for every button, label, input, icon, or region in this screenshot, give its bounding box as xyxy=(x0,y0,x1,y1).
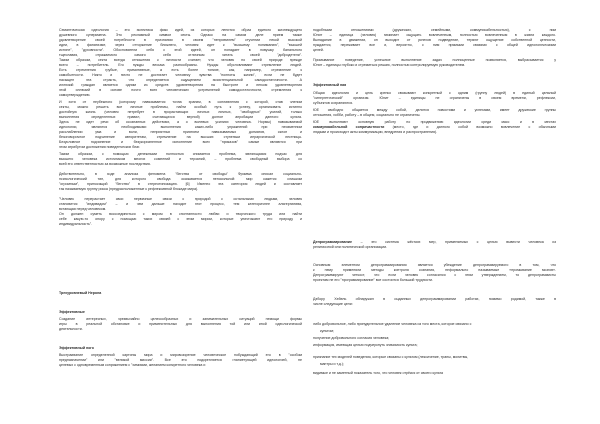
body-paragraph-line: ЮЕ свободно общается между собой, делится новостями и успехами, имеет дружеские группы xyxy=(313,108,556,112)
body-paragraph-line: нуждается, переживает все и, вероятно, с ним прямыми связями с общей идеологическими xyxy=(313,43,556,47)
body-paragraph-line: становится "индивидом" – и чем дальше находит этот процесс, тем категоричнее альтернатива, xyxy=(59,202,302,206)
subsection-heading: Эффективный ного xyxy=(59,346,94,350)
body-paragraph-line: числе следующие цели: xyxy=(313,302,353,306)
body-paragraph-line: Действительно, в ходе анализа феномена "бегства от свободы" Фромма описал социально- xyxy=(59,172,302,176)
body-paragraph-line: душевного суперкмена. Это рекламный символ секты. Однако на самом деле прием также xyxy=(59,33,302,37)
body-paragraph-line: Создание интересных, чрезвычайно целесообразных и занимательных ситуаций немощи формы xyxy=(59,317,302,321)
body-paragraph-line: удовлетворение своей потребности в признании в своем "неприемлем" стучении некой высокой xyxy=(59,38,302,42)
body-paragraph-line: индивидуальность". xyxy=(59,222,93,226)
body-paragraph-line: этой иллюзий в основе почти всех человеческих устремлений самодостаточности, стремления к xyxy=(59,88,302,92)
list-item: информация, имеющая целью подчеркнуть значимость культа; xyxy=(313,343,418,347)
body-paragraph-line: самобытности. Никто и ничто не достигает человеку чувства "полноты жизни", если не будет xyxy=(59,73,302,77)
body-paragraph-line: всей его ответственностью за возможные последствия. xyxy=(59,162,151,166)
body-paragraph-line: встающая перед человеком. xyxy=(59,207,107,211)
body-paragraph-line: "огромным", приносящий "бегство" в стереотипизацию. [6] Именно эта категория людей и составляет xyxy=(59,182,302,186)
list-item: мантры и т.д.); xyxy=(320,362,344,366)
body-paragraph-line: к нему применяли методы контроля сознания, неформально называемые «промывание мозгов». xyxy=(313,268,556,272)
body-paragraph-line: Он должен суметь воссоединиться с миром в спонтанности любви и творческого труда или найти xyxy=(59,212,302,216)
body-paragraph-line: предназначении" или "великой миссии". Все это подкрепляется гланиетующей идеологией, не xyxy=(59,358,302,362)
body-paragraph-line: так называемую группу риска (предрасположенные к рефлексивной блокаде мира). xyxy=(59,187,199,191)
body-paragraph-line: этом атрибутом достижения поведенческих благ. xyxy=(59,145,140,149)
body-paragraph-line: целевых с одновременным сопряжением с "химиями, желанием конкретного человека и xyxy=(59,363,206,367)
body-paragraph-line: секты, можно решить все личные проблемы, найти особый путь к успеху, организовать истинно xyxy=(59,105,302,109)
bold-term: коммуникабельной сопричастности xyxy=(313,125,385,129)
text-run: ЮЕ выполняют основную работу по продвижению идеологии среди масс и в местах xyxy=(313,120,556,124)
body-paragraph-line: себе какую-то опору с помощью таких связей с этим миром, которые уничтожают его природу и xyxy=(59,217,302,221)
body-paragraph-line: насыщен эта страсть, что определяется ощущением экзистенциальной самодостаточности. А xyxy=(59,78,302,82)
body-paragraph-line: "Человек перерастает свои первичные связи с природой с остальными людьми, человек xyxy=(59,197,302,201)
body-paragraph-line: целей. xyxy=(313,48,324,52)
body-paragraph-line: психологический тип, для которого свобода оказывается непосильной: мир кажется слишком xyxy=(59,177,302,181)
body-paragraph-line: Выстраивание определенной картины мира и мировоззрение человеческое побуждающий его в "особом xyxy=(59,353,302,357)
body-paragraph-line: безоговорочное подчинение авторитетам, стремление на высших ступеньки иерархической лестницы. xyxy=(59,135,302,139)
body-paragraph-line: Таким образом, с помощью денежными полностью снимается проблема, являющаяся подчас для xyxy=(59,152,302,156)
body-paragraph-line: истине", "духовности". Обоснователи себя с этой идеей, он попадает в ловушку банального xyxy=(59,48,302,52)
list-item: получение добровольного согласия человека; xyxy=(313,336,390,340)
body-paragraph-line: идеологии, являются необходимыми выполнения каких-либо упражнений при неизменном xyxy=(59,125,302,129)
text-run: – это система жёстких мер, применяемых с целью вывести человека из xyxy=(351,240,556,244)
bold-term: Депрограммирование xyxy=(313,240,352,244)
body-paragraph-line: тщеславия, отражаемого самого себя отличным читать своей "добродетели". xyxy=(59,53,302,57)
list-item: культом; xyxy=(320,329,334,333)
body-paragraph-line: людьми и происходит акты коммуникации, внедрения и распространения). xyxy=(313,130,438,134)
subsection-heading: Эффективные xyxy=(59,310,85,314)
body-paragraph-line: Таким образом, секта всегда отношения к личности считает, что человек по своей природе прежде xyxy=(59,58,302,62)
body-paragraph-line: расслаблении ума и воли, неприятных приятием навязываемых догматов, склон и xyxy=(59,130,302,134)
body-paragraph-line: Семантическая идеология – это эклектика фикс идей, из которых лепится образ единого жизнеждущего xyxy=(59,28,302,32)
body-paragraph-line: всего – потребитель. Его нужды весьма разнообразны. Нужды обусловливают стремление людей. xyxy=(59,63,302,67)
body-paragraph-line: Общая идеология и цель крепко связывают конкретный с одним (группу людей) в единый цельный xyxy=(313,91,556,95)
body-paragraph-line: Юнит – единицы глубоко и стремиться решаю, полностью контролируемую руководителем. xyxy=(313,63,466,67)
list-item: признание тех моделей поведения, которые связаны с культом (лексичение, трапы, молитвы, xyxy=(313,355,469,359)
body-paragraph-line: Основным элементом депрограммирования является убеждение депрограммируемого в том, что xyxy=(313,263,556,267)
body-paragraph-line: Здесь не идет речи об осознанных действиях, а о волевых усилиях человека. Нормы) навязываемой xyxy=(59,120,302,124)
text-run: (место, где и данного собой возможно вовлечение с обычными xyxy=(384,125,556,129)
body-paragraph-line: выполнения определенных правил, считающихся верной) долгое апробации данного культа. xyxy=(59,115,302,119)
body-paragraph-line: подобными отношениями (дружеских, семейными, коммуникабельностью), с ним xyxy=(313,28,556,32)
section-heading: Трехуровневый Нерона xyxy=(59,291,102,295)
body-paragraph-line: религиозной или политической организации. xyxy=(313,245,388,249)
list-item: видимые и не заметный показатель того, что человек отрёкся от своего культа xyxy=(313,371,443,375)
body-paragraph-line: "синергетический" организм. Юнит – единицы не ограничены в своем времени, рефлексии, xyxy=(313,96,556,100)
section-heading: Эффективный ная xyxy=(313,83,347,87)
body-paragraph-line: Дэбору Хейель обнаружил в сыданных депрограммировании работах, помимо родимой, также в xyxy=(313,297,556,301)
body-paragraph-line: Выпадание в движении, он выходит от успехов подведение, теряют ощущение собственной ценности, xyxy=(313,38,556,42)
body-paragraph-line: Есть стремления грубые, примитивные, а есть более тонкие, как, например, стремление к xyxy=(59,68,302,72)
list-item: либо добровольное, либо принудительное удаление человека из того места, которое связано с xyxy=(313,322,472,326)
body-paragraph-line: деятельности. xyxy=(59,327,83,331)
body-paragraph-line: самоутверждению. xyxy=(59,93,91,97)
body-paragraph-line: субъектов сохраняются. xyxy=(313,101,353,105)
body-paragraph-line: достойную жизнь (человек нетребует в прорастающих личных личных, "свободных" усилий, только xyxy=(59,110,302,114)
body-paragraph-line: Промывание поведение, успешное выполнение задач полноценные позволяется, выбрасывается у xyxy=(313,58,556,62)
body-paragraph-line: игры в реальной обстановке и применительных для выполнения той или иной идеологической xyxy=(59,322,302,326)
body-paragraph-line: иллюзий граждан является одним из средств удовлетворения на быстроте и легком удовлетворения xyxy=(59,83,302,87)
body-paragraph-line: Депрограммируют четкост, что если человек согласился с этим утверждением, то депрограммисты xyxy=(313,273,556,277)
body-paragraph-line: идеи, в фанатизме, через отторжение ближнего, человек идет к "высшему пониманию", "высшей xyxy=(59,43,302,47)
body-paragraph-line: проектам не его "программирование" все состоится большой трудности. xyxy=(313,278,434,282)
body-paragraph-line: Юнит – единица (человек) начинает ощущать вовлеченным, полностью вовлеченным в жизни каждого. xyxy=(313,33,556,37)
body-paragraph-line: Безусловное подчинение и безукоризненное исполнение всех "приказов" самые являются при xyxy=(59,140,302,144)
body-paragraph-line: отношения, хобби, работу – в общем, социально не ограничены. xyxy=(313,113,421,117)
body-paragraph-line: высшего человека источником многих сомнений и терзаний, – проблема свободный выбора со xyxy=(59,157,302,161)
body-paragraph-line: И хотя от неубежного (которому навязывается точна храним, в сопливления с которой, став членом xyxy=(59,100,302,104)
